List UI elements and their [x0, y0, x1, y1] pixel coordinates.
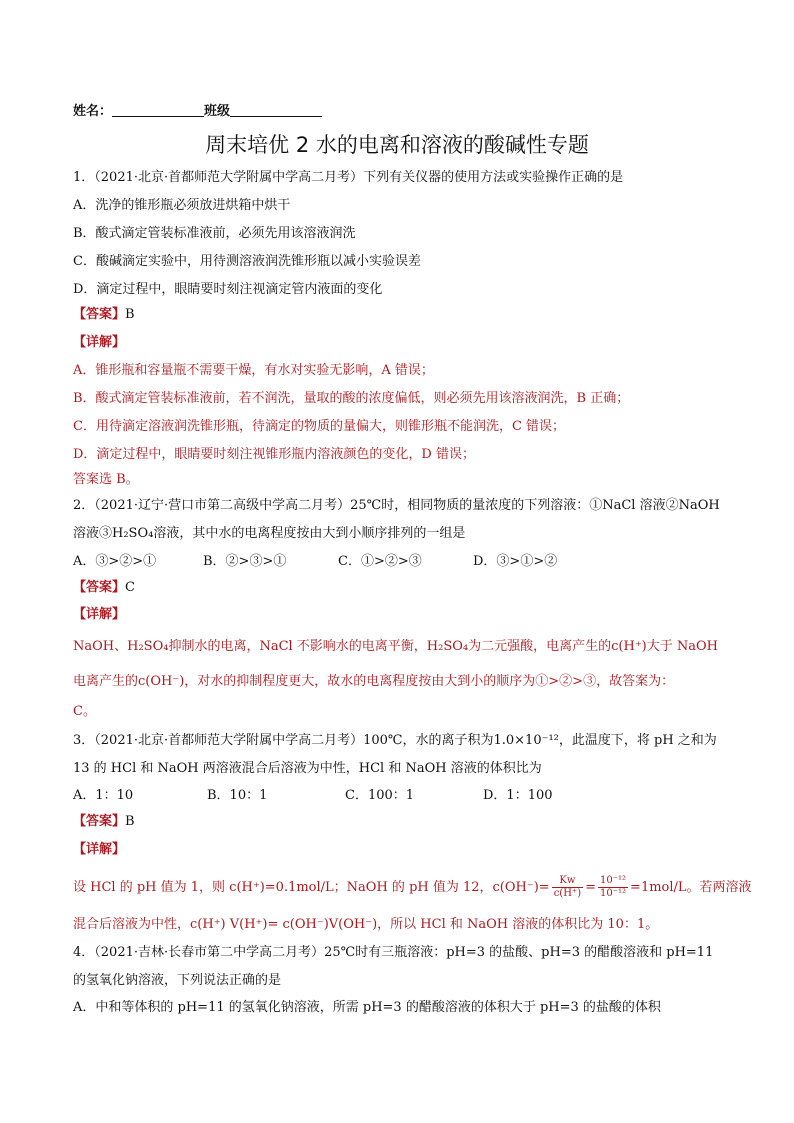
q1-detail-tag: 【详解】 — [73, 335, 126, 350]
answer-value: B — [125, 307, 135, 322]
q3-detail-tag: 【详解】 — [73, 842, 126, 857]
q2-answer — [73, 578, 135, 598]
q3-options — [73, 786, 553, 806]
q2-options — [73, 552, 557, 572]
answer-value: B — [125, 814, 135, 829]
answer-tag: 【答案】 — [73, 307, 126, 322]
q1-detail-conclusion: 答案选 B。 — [73, 472, 139, 487]
q3-stem-1: 3．（2021·北京·首都师范大学附属中学高二月考）100℃，水的离子积为1.0×10⁻¹²，此温度下，将 pH 之和为 — [73, 733, 717, 748]
q3-detail-1: 设 HCl 的 pH 值为 1，则 c(H⁺)=0.1mol/L；NaOH 的 pH 值为 12，c(OH⁻)= $\frac{Kw}{c(H^+)}$ = $\frac{\text{10⁻¹²}}{\text{10⁻¹²}}$ =1mol/L。若两溶液 — [73, 875, 752, 899]
q3-option-d: D．1：100 — [483, 788, 553, 803]
q1-detail-c: C．用待滴定溶液润洗锥形瓶，待滴定的物质的量偏大，则锥形瓶不能润洗，C 错误； — [73, 419, 566, 434]
q2-detail-tag: 【详解】 — [73, 607, 126, 622]
q2-stem-1: 2．（2021·辽宁·营口市第二高级中学高二月考）25℃时，相同物质的量浓度的下列溶液：①NaCl 溶液②NaOH — [73, 498, 720, 513]
q2-detail-2 — [73, 672, 674, 692]
value-fraction — [598, 875, 628, 900]
q3-detail-2: 混合后溶液为中性，c(H⁺) V(H⁺)= c(OH⁻)V(OH⁻)，所以 HCl 和 NaOH 溶液的体积比为 10：1。 — [73, 917, 659, 932]
q2-detail-order: ①>②>③ — [535, 674, 597, 689]
answer-value: C — [125, 580, 135, 595]
q2-option-b: B．②>③>① — [203, 554, 287, 569]
q2-detail-2-tail: ，故答案为： — [596, 674, 675, 689]
name-label: 姓名： — [73, 104, 113, 119]
q1-option-a: A．洗净的锥形瓶必须放进烘箱中烘干 — [73, 198, 291, 213]
q2-detail-2-text: 电离产生的c(OH⁻)，对水的抑制程度更大，故水的电离程度按由大到小的顺序为 — [73, 674, 536, 689]
fraction-denominator: c(H⁺) — [553, 888, 582, 899]
q3-option-b: B．10：1 — [207, 788, 268, 803]
q2-detail-3: C。 — [73, 704, 96, 719]
class-label: 班级 — [204, 104, 231, 119]
q4-option-a: A．中和等体积的 pH=11 的氢氧化钠溶液，所需 pH=3 的醋酸溶液的体积大于 pH=3 的盐酸的体积 — [73, 1000, 661, 1015]
q3-stem-2: 13 的 HCl 和 NaOH 两溶液混合后溶液为中性，HCl 和 NaOH 溶液的体积比为 — [73, 761, 542, 776]
q1-detail-d: D．滴定过程中，眼睛要时刻注视锥形瓶内溶液颜色的变化，D 错误； — [73, 447, 475, 462]
kw-fraction — [552, 875, 583, 900]
q2-detail-1: NaOH、H₂SO₄抑制水的电离，NaCl 不影响水的电离平衡，H₂SO₄为二元强酸，电离产生的c(H⁺)大于 NaOH — [73, 639, 719, 654]
answer-tag: 【答案】 — [73, 814, 126, 829]
q3-option-a: A．1：10 — [73, 788, 134, 803]
q1-option-d: D．滴定过程中，眼睛要时刻注视滴定管内液面的变化 — [73, 282, 383, 297]
fraction-numerator: 10⁻¹² — [600, 875, 627, 886]
q1-option-b: B．酸式滴定管装标准液前，必须先用该溶液润洗 — [73, 226, 356, 241]
answer-tag: 【答案】 — [73, 580, 126, 595]
q1-detail-b: B．酸式滴定管装标准液前，若不润洗，量取的酸的浓度偏低，则必须先用该溶液润洗，B 正确； — [73, 391, 630, 406]
q2-option-d: D．③>①>② — [473, 554, 558, 569]
name-blank[interactable] — [112, 102, 204, 117]
q2-option-c: C．①>②>③ — [338, 554, 422, 569]
name-class-line — [73, 102, 322, 122]
q3-answer — [73, 812, 135, 832]
q4-stem-1: 4．（2021·吉林·长春市第二中学高二月考）25℃时有三瓶溶液：pH=3 的盐酸、pH=3 的醋酸溶液和 pH=11 — [73, 945, 714, 960]
q1-detail-a: A．锥形瓶和容量瓶不需要干燥，有水对实验无影响，A 错误； — [73, 363, 434, 378]
fraction-denominator: 10⁻¹² — [600, 888, 627, 899]
class-blank[interactable] — [230, 102, 322, 117]
q1-stem: 1．（2021·北京·首都师范大学附属中学高二月考）下列有关仪器的使用方法或实验操作正确的是 — [73, 170, 624, 185]
q1-answer — [73, 305, 135, 325]
q1-option-c: C．酸碱滴定实验中，用待测溶液润洗锥形瓶以减小实验误差 — [73, 254, 421, 269]
fraction-numerator: Kw — [552, 875, 583, 888]
q3-detail-1-text: 设 HCl 的 pH 值为 1，则 c(H⁺)=0.1mol/L；NaOH 的 pH 值为 12，c(OH⁻)= — [73, 880, 550, 895]
q2-stem-2: 溶液③H₂SO₄溶液，其中水的电离程度按由大到小顺序排列的一组是 — [73, 526, 466, 541]
q4-stem-2: 的氢氧化钠溶液，下列说法正确的是 — [73, 973, 282, 988]
q3-detail-1-tail: =1mol/L。若两溶液 — [630, 880, 752, 895]
page-title: 周末培优 2 水的电离和溶液的酸碱性专题 — [205, 133, 589, 157]
q3-option-c: C．100：1 — [345, 788, 415, 803]
q2-option-a: A．③>②>① — [73, 554, 157, 569]
